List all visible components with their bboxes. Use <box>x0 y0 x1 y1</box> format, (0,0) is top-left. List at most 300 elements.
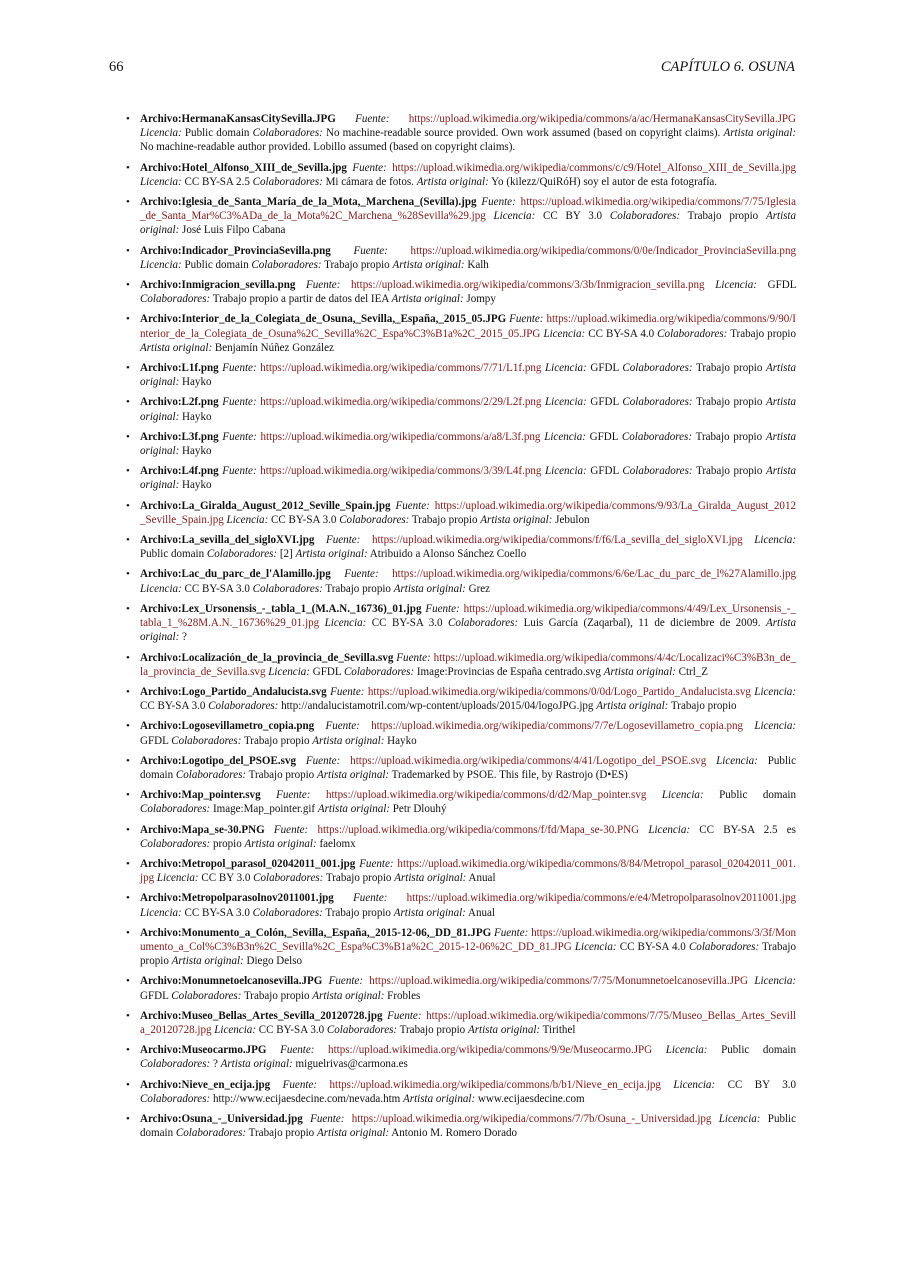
contributors-label: Colaboradores: <box>252 906 323 919</box>
file-name: Archivo:Inmigracion_sevilla.png <box>140 279 296 292</box>
artist-label: Artista original: <box>244 837 317 850</box>
list-item <box>126 499 796 527</box>
bullet-icon: • <box>126 396 130 409</box>
license-label: Licencia: <box>716 754 758 767</box>
contributors-label: Colaboradores: <box>252 175 323 188</box>
license-value: CC BY-SA 3.0 <box>271 513 337 526</box>
list-item <box>126 685 797 713</box>
source-url[interactable]: https://upload.wikimedia.org/wikipedia/commons/4/49/Lex_Ursonensis_-_tabla_1_%28M.A.N._16736%29_01.jpg <box>140 602 796 630</box>
file-name: Archivo:Museocarmo.JPG <box>140 1044 267 1057</box>
contributors-value: Trabajo propio <box>243 734 310 747</box>
contributors-label: Colaboradores: <box>622 396 693 409</box>
contributors-value: Image:Map_pointer.gif <box>212 803 316 816</box>
bullet-icon: • <box>126 857 130 870</box>
license-label: Licencia: <box>673 1078 716 1091</box>
artist-value: Grez <box>468 582 491 595</box>
source-url[interactable]: https://upload.wikimedia.org/wikipedia/commons/f/f6/La_sevilla_del_sigloXVI.jpg <box>371 534 743 547</box>
bullet-icon: • <box>126 161 130 174</box>
artist-value: Kalh <box>467 258 489 271</box>
contributors-value: Trabajo propio <box>695 430 763 443</box>
bullet-icon: • <box>126 685 130 698</box>
file-name: Archivo:Museo_Bellas_Artes_Sevilla_20120728.jpg <box>140 1009 383 1022</box>
contributors-label: Colaboradores: <box>622 465 693 478</box>
license-label: Licencia: <box>661 789 704 802</box>
bullet-icon: • <box>126 823 130 836</box>
contributors-value: Trabajo propio <box>248 768 315 781</box>
contributors-label: Colaboradores: <box>688 940 760 953</box>
contributors-label: Colaboradores: <box>208 700 279 713</box>
file-name: Archivo:Iglesia_de_Santa_María_de_la_Mota,_Marchena_(Sevilla).jpg <box>140 196 477 209</box>
source-url[interactable]: https://upload.wikimedia.org/wikipedia/commons/3/3f/Monumento_a_Col%C3%B3n%2C_Sevilla%2C_Espa%C3%B1a%2C_2015-12-06%2C_DD_81.JPG <box>140 926 796 953</box>
source-url[interactable]: https://upload.wikimedia.org/wikipedia/commons/8/84/Metropol_parasol_02042011_001.jpg <box>140 857 796 885</box>
list-item <box>126 719 797 747</box>
source-label: Fuente: <box>326 534 361 547</box>
artist-label: Artista original: <box>480 513 553 526</box>
file-name: Archivo:Nieve_en_ecija.jpg <box>140 1078 271 1091</box>
artist-value: Hayko <box>182 410 212 423</box>
source-url[interactable]: https://upload.wikimedia.org/wikipedia/commons/a/ac/HermanaKansasCitySevilla.JPG <box>408 113 796 125</box>
contributors-label: Colaboradores: <box>339 513 410 526</box>
artist-value: Jompy <box>466 293 496 306</box>
contributors-value: Trabajo propio <box>687 210 759 223</box>
bullet-icon: • <box>126 113 130 125</box>
bullet-icon: • <box>126 1009 130 1022</box>
license-value: CC BY-SA 3.0 <box>184 906 250 919</box>
file-name: Archivo:Logosevillametro_copia.png <box>140 720 315 733</box>
file-name: Archivo:L4f.png <box>140 465 219 478</box>
artist-value: Anual <box>468 872 496 885</box>
contributors-value: Trabajo propio a partir de datos del IEA <box>212 293 389 306</box>
contributors-value: Trabajo propio <box>730 327 797 340</box>
artist-value: faelomx <box>319 837 356 850</box>
artist-label: Artista original: <box>723 127 797 140</box>
license-value: CC BY-SA 3.0 <box>258 1023 325 1036</box>
source-label: Fuente: <box>425 602 460 615</box>
bullet-icon: • <box>126 465 130 478</box>
artist-value: Trabajo propio <box>670 700 737 713</box>
license-label: Licencia: <box>140 258 182 271</box>
list-item <box>126 891 796 919</box>
contributors-value: Trabajo propio <box>325 906 391 919</box>
license-label: Licencia: <box>156 872 199 885</box>
file-name: Archivo:Lac_du_parc_de_l'Alamillo.jpg <box>140 568 331 581</box>
source-url[interactable]: https://upload.wikimedia.org/wikipedia/commons/a/a8/L3f.png <box>260 430 541 443</box>
license-label: Licencia: <box>715 279 757 292</box>
list-item <box>126 1078 796 1106</box>
license-value: GFDL <box>590 396 619 409</box>
source-url[interactable]: https://upload.wikimedia.org/wikipedia/commons/7/75/Monumnetoelcanosevilla.JPG <box>369 975 749 988</box>
artist-label: Artista original: <box>403 1092 476 1105</box>
contributors-value: http://andalucistamotril.com/wp-content/uploads/2015/04/logoJPG.jpg <box>281 700 594 713</box>
file-name: Archivo:Indicador_ProvinciaSevilla.png <box>140 244 331 257</box>
list-item <box>126 395 797 423</box>
contributors-label: Colaboradores: <box>171 734 242 747</box>
file-name: Archivo:L1f.png <box>140 362 219 375</box>
list-item <box>126 567 796 595</box>
artist-label: Artista original: <box>394 872 467 885</box>
file-name: Archivo:Mapa_se-30.PNG <box>140 823 265 836</box>
contributors-value: Trabajo propio <box>695 465 763 478</box>
list-item <box>126 244 797 272</box>
contributors-value: Trabajo propio <box>399 1023 466 1036</box>
contributors-label: Colaboradores: <box>171 989 242 1002</box>
license-label: Licencia: <box>140 582 182 595</box>
bullet-icon: • <box>126 1078 130 1091</box>
file-name: Archivo:Osuna_-_Universidad.jpg <box>140 1112 303 1125</box>
artist-value: No machine-readable author provided. Lobillo assumed (based on copyright claims). <box>140 141 516 154</box>
file-name: Archivo:Hotel_Alfonso_XIII_de_Sevilla.jpg <box>140 161 347 174</box>
list-item <box>126 312 797 355</box>
contributors-label: Colaboradores: <box>343 665 415 678</box>
artist-label: Artista original: <box>140 465 797 492</box>
license-value: GFDL <box>140 734 169 747</box>
contributors-value: Image:Provincias de España centrado.svg <box>416 665 601 678</box>
artist-value: Tirithel <box>542 1023 576 1036</box>
artist-label: Artista original: <box>603 665 676 678</box>
source-url[interactable]: https://upload.wikimedia.org/wikipedia/commons/9/9e/Museocarmo.JPG <box>328 1044 653 1057</box>
license-value: Public domain <box>140 1112 797 1140</box>
license-label: Licencia: <box>754 720 797 733</box>
bullet-icon: • <box>126 754 130 767</box>
artist-value: Trademarked by PSOE. This file, by Rastrojo (D•ES) <box>391 768 628 781</box>
contributors-value: Trabajo propio <box>695 396 763 409</box>
license-value: CC BY-SA 2.5 es <box>699 823 796 836</box>
list-item <box>126 754 796 782</box>
bullet-icon: • <box>126 534 130 547</box>
artist-label: Artista original: <box>295 548 368 561</box>
source-url[interactable]: https://upload.wikimedia.org/wikipedia/commons/7/71/L1f.png <box>260 362 542 375</box>
source-url[interactable]: https://upload.wikimedia.org/wikipedia/commons/4/41/Logotipo_del_PSOE.svg <box>350 754 707 767</box>
bullet-icon: • <box>126 499 130 512</box>
list-item <box>126 430 796 458</box>
source-label: Fuente: <box>222 430 257 443</box>
artist-label: Artista original: <box>393 582 466 595</box>
license-value: GFDL <box>590 362 619 375</box>
artist-label: Artista original: <box>317 803 390 816</box>
list-item <box>126 533 796 561</box>
license-label: Licencia: <box>754 685 797 698</box>
license-label: Licencia: <box>574 940 617 953</box>
contributors-label: Colaboradores: <box>175 1127 247 1140</box>
source-label: Fuente: <box>325 720 360 733</box>
license-value: Public domain <box>184 258 249 271</box>
bullet-icon: • <box>126 720 130 733</box>
contributors-label: Colaboradores: <box>251 258 322 271</box>
source-url[interactable]: https://upload.wikimedia.org/wikipedia/commons/c/c9/Hotel_Alfonso_XIII_de_Sevilla.jpg <box>392 161 797 174</box>
license-label: Licencia: <box>545 396 587 409</box>
contributors-label: Colaboradores: <box>621 430 693 443</box>
artist-value: José Luis Filpo Cabana <box>182 224 286 237</box>
file-name: Archivo:Monumento_a_Colón,_Sevilla,_España,_2015-12-06,_DD_81.JPG <box>140 926 492 939</box>
artist-label: Artista original: <box>312 734 385 747</box>
source-url[interactable]: https://upload.wikimedia.org/wikipedia/commons/b/b1/Nieve_en_ecija.jpg <box>329 1078 661 1091</box>
license-value: Public domain <box>719 789 796 802</box>
file-name: Archivo:HermanaKansasCitySevilla.JPG <box>140 113 336 125</box>
contributors-label: Colaboradores: <box>140 1092 211 1105</box>
source-url[interactable]: https://upload.wikimedia.org/wikipedia/commons/6/6e/Lac_du_parc_de_l%27Alamillo.jpg <box>392 568 796 581</box>
bullet-icon: • <box>126 975 130 988</box>
source-label: Fuente: <box>330 685 365 698</box>
contributors-value: Trabajo propio <box>248 1127 315 1140</box>
contributors-label: Colaboradores: <box>175 768 247 781</box>
artist-value: Petr Dlouhý <box>392 803 447 816</box>
contributors-label: Colaboradores: <box>140 803 211 816</box>
artist-label: Artista original: <box>392 258 465 271</box>
contributors-label: Colaboradores: <box>326 1023 398 1036</box>
artist-label: Artista original: <box>140 430 796 458</box>
source-label: Fuente: <box>344 568 379 581</box>
source-url[interactable]: https://upload.wikimedia.org/wikipedia/commons/7/75/Iglesia_de_Santa_Mar%C3%ADa_de_la_Mota%2C_Marchena_%28Sevilla%29.jpg <box>140 196 796 223</box>
page-number: 66 <box>109 59 124 75</box>
source-url[interactable]: https://upload.wikimedia.org/wikipedia/commons/9/90/Interior_de_la_Colegiata_de_Osuna%2C_Sevilla%2C_Espa%C3%B1a%2C_2015_05.JPG <box>140 313 796 340</box>
license-value: GFDL <box>140 989 169 1002</box>
contributors-label: Colaboradores: <box>252 582 323 595</box>
source-label: Fuente: <box>305 754 341 767</box>
license-label: Licencia: <box>665 1044 708 1057</box>
artist-value: miguelrivas@carmona.es <box>295 1058 408 1071</box>
artist-value: Frobles <box>387 989 421 1002</box>
contributors-label: Colaboradores: <box>609 210 681 223</box>
bullet-icon: • <box>126 892 130 905</box>
source-label: Fuente: <box>276 789 311 802</box>
license-value: Public domain <box>140 548 205 561</box>
list-item <box>126 1043 797 1071</box>
contributors-value: Trabajo propio <box>325 872 392 885</box>
artist-value: Diego Delso <box>246 955 303 968</box>
artist-value: Atribuido a Alonso Sánchez Coello <box>369 548 527 561</box>
list-item <box>126 1009 796 1037</box>
contributors-value: Trabajo propio <box>140 940 796 968</box>
list-item <box>126 974 797 1002</box>
artist-label: Artista original: <box>220 1058 293 1071</box>
license-label: Licencia: <box>545 465 587 478</box>
list-item <box>126 161 797 189</box>
source-label: Fuente: <box>353 892 388 905</box>
bullet-icon: • <box>126 568 130 581</box>
artist-value: ? <box>182 631 187 644</box>
contributors-value: Trabajo propio <box>411 513 478 526</box>
bullet-icon: • <box>126 602 130 615</box>
artist-label: Artista original: <box>140 341 213 354</box>
contributors-value: http://www.ecijaesdecine.com/nevada.htm <box>212 1092 401 1105</box>
license-value: CC BY-SA 3.0 <box>371 617 443 630</box>
contributors-value: Trabajo propio <box>695 362 763 375</box>
license-value: CC BY-SA 4.0 <box>588 327 655 340</box>
artist-value: Hayko <box>182 445 212 458</box>
license-value: Public domain <box>721 1044 797 1057</box>
bullet-icon: • <box>126 362 130 375</box>
source-label: Fuente: <box>222 362 257 375</box>
source-label: Fuente: <box>395 499 430 512</box>
artist-label: Artista original: <box>140 617 797 644</box>
contributors-label: Colaboradores: <box>140 1058 211 1071</box>
bullet-icon: • <box>126 313 130 326</box>
list-item <box>126 926 796 969</box>
license-value: CC BY-SA 4.0 <box>619 940 686 953</box>
artist-value: Ctrl_Z <box>678 665 709 678</box>
license-value: GFDL <box>590 465 619 478</box>
file-name: Archivo:Lex_Ursonensis_-_tabla_1_(M.A.N._16736)_01.jpg <box>140 602 422 615</box>
license-value: CC BY-SA 2.5 <box>184 175 250 188</box>
license-value: CC BY 3.0 <box>727 1078 796 1091</box>
bullet-icon: • <box>126 1044 130 1057</box>
list-item <box>126 651 797 679</box>
source-label: Fuente: <box>280 1044 315 1057</box>
artist-label: Artista original: <box>416 175 489 188</box>
bullet-icon: • <box>126 430 130 443</box>
license-value: CC BY 3.0 <box>201 872 251 885</box>
file-name: Archivo:La_sevilla_del_sigloXVI.jpg <box>140 534 315 547</box>
source-label: Fuente: <box>306 279 341 292</box>
artist-label: Artista original: <box>140 210 797 237</box>
source-label: Fuente: <box>222 396 257 409</box>
image-credits-list <box>126 112 797 1146</box>
source-url[interactable]: https://upload.wikimedia.org/wikipedia/commons/3/39/L4f.png <box>260 465 542 478</box>
bullet-icon: • <box>126 651 130 664</box>
source-url[interactable]: https://upload.wikimedia.org/wikipedia/commons/e/e4/Metropolparasolnov2011001.jpg <box>406 892 796 905</box>
artist-label: Artista original: <box>140 362 797 389</box>
contributors-label: Colaboradores: <box>657 327 728 340</box>
bullet-icon: • <box>126 1112 130 1125</box>
source-label: Fuente: <box>493 926 529 939</box>
artist-label: Artista original: <box>316 768 390 781</box>
contributors-value: No machine-readable source provided. Own work assumed (based on copyright claims). <box>326 127 721 140</box>
file-name: Archivo:La_Giralda_August_2012_Seville_Spain.jpg <box>140 499 391 512</box>
artist-value: Yo (kilezz/QuiRóH) soy el autor de esta fotografía. <box>491 175 718 188</box>
contributors-label: Colaboradores: <box>252 127 323 140</box>
license-value: Public domain <box>140 754 796 781</box>
artist-value: Hayko <box>182 479 212 492</box>
license-value: CC BY 3.0 <box>543 210 603 223</box>
list-item <box>126 464 797 492</box>
list-item <box>126 823 796 851</box>
license-label: Licencia: <box>268 665 310 678</box>
list-item <box>126 112 797 155</box>
list-item <box>126 857 796 885</box>
artist-value: Hayko <box>387 734 417 747</box>
license-value: CC BY-SA 3.0 <box>184 582 250 595</box>
contributors-label: Colaboradores: <box>253 872 324 885</box>
source-url[interactable]: https://upload.wikimedia.org/wikipedia/commons/7/75/Museo_Bellas_Artes_Sevilla_20120728.jpg <box>140 1009 796 1036</box>
source-url[interactable]: https://upload.wikimedia.org/wikipedia/commons/4/4c/Localizaci%C3%B3n_de_la_provincia_de_Sevilla.svg <box>140 651 797 678</box>
list-item <box>126 1112 797 1140</box>
file-name: Archivo:Monumnetoelcanosevilla.JPG <box>140 975 323 988</box>
contributors-value: [2] <box>279 548 293 561</box>
source-url[interactable]: https://upload.wikimedia.org/wikipedia/commons/9/93/La_Giralda_August_2012_Seville_Spain.jpg <box>140 499 796 526</box>
list-item <box>126 195 797 238</box>
source-label: Fuente: <box>310 1112 345 1125</box>
contributors-value: Luis García (Zaqarbal), 11 de diciembre de 2009. <box>523 617 761 630</box>
contributors-value: Mi cámara de fotos. <box>325 175 414 188</box>
artist-label: Artista original: <box>596 700 669 713</box>
source-url[interactable]: https://upload.wikimedia.org/wikipedia/commons/2/29/L2f.png <box>260 396 542 409</box>
contributors-label: Colaboradores: <box>206 548 278 561</box>
artist-value: Antonio M. Romero Dorado <box>391 1127 518 1140</box>
source-label: Fuente: <box>328 975 364 988</box>
bullet-icon: • <box>126 789 130 802</box>
page-header <box>109 59 795 79</box>
list-item <box>126 602 797 645</box>
artist-label: Artista original: <box>316 1127 390 1140</box>
list-item <box>126 278 797 306</box>
license-label: Licencia: <box>140 127 182 140</box>
artist-value: Hayko <box>182 376 212 389</box>
file-name: Archivo:Metropol_parasol_02042011_001.jpg <box>140 857 356 870</box>
contributors-value: Trabajo propio <box>243 989 310 1002</box>
source-url[interactable]: https://upload.wikimedia.org/wikipedia/commons/3/3b/Inmigracion_sevilla.png <box>351 279 705 292</box>
license-label: Licencia: <box>718 1112 761 1125</box>
contributors-value: ? <box>212 1058 218 1071</box>
contributors-label: Colaboradores: <box>140 837 211 850</box>
artist-label: Artista original: <box>171 955 244 968</box>
artist-label: Artista original: <box>140 396 797 423</box>
source-label: Fuente: <box>353 244 388 257</box>
artist-value: Anual <box>468 906 495 919</box>
artist-label: Artista original: <box>393 906 466 919</box>
file-name: Archivo:Interior_de_la_Colegiata_de_Osuna,_Sevilla,_España,_2015_05.JPG <box>140 313 507 326</box>
license-label: Licencia: <box>493 210 536 223</box>
bullet-icon: • <box>126 244 130 257</box>
license-value: GFDL <box>589 430 619 443</box>
source-url[interactable]: https://upload.wikimedia.org/wikipedia/commons/0/0e/Indicador_ProvinciaSevilla.png <box>410 244 797 257</box>
license-label: Licencia: <box>545 362 587 375</box>
source-url[interactable]: https://upload.wikimedia.org/wikipedia/commons/0/0d/Logo_Partido_Andalucista.svg <box>367 685 751 698</box>
license-value: GFDL <box>767 279 797 292</box>
contributors-label: Colaboradores: <box>447 617 519 630</box>
file-name: Archivo:Map_pointer.svg <box>140 789 261 802</box>
contributors-value: Trabajo propio <box>325 582 391 595</box>
license-label: Licencia: <box>754 534 796 547</box>
bullet-icon: • <box>126 196 130 209</box>
source-url[interactable]: https://upload.wikimedia.org/wikipedia/commons/7/7b/Osuna_-_Universidad.jpg <box>351 1112 712 1125</box>
list-item <box>126 788 796 816</box>
license-value: Public domain <box>184 127 250 140</box>
contributors-value: propio <box>212 837 242 850</box>
source-label: Fuente: <box>396 651 431 664</box>
list-item <box>126 361 797 389</box>
license-label: Licencia: <box>214 1023 256 1036</box>
file-name: Archivo:Logo_Partido_Andalucista.svg <box>140 685 327 698</box>
chapter-title: CAPÍTULO 6. OSUNA <box>660 59 795 75</box>
source-url[interactable]: https://upload.wikimedia.org/wikipedia/commons/d/d2/Map_pointer.svg <box>325 789 647 802</box>
license-label: Licencia: <box>140 175 182 188</box>
source-url[interactable]: https://upload.wikimedia.org/wikipedia/commons/f/fd/Mapa_se-30.PNG <box>317 823 640 836</box>
contributors-label: Colaboradores: <box>140 293 211 306</box>
artist-value: Jebulon <box>555 513 590 526</box>
source-label: Fuente: <box>273 823 309 836</box>
file-name: Archivo:L2f.png <box>140 396 219 409</box>
file-name: Archivo:Metropolparasolnov2011001.jpg <box>140 892 334 905</box>
contributors-label: Colaboradores: <box>622 362 693 375</box>
file-name: Archivo:L3f.png <box>140 430 219 443</box>
file-name: Archivo:Localización_de_la_provincia_de_Sevilla.svg <box>140 651 394 664</box>
source-label: Fuente: <box>481 196 516 209</box>
source-url[interactable]: https://upload.wikimedia.org/wikipedia/commons/7/7e/Logosevillametro_copia.png <box>371 720 744 733</box>
license-label: Licencia: <box>754 975 797 988</box>
bullet-icon: • <box>126 926 130 939</box>
license-label: Licencia: <box>324 617 367 630</box>
artist-label: Artista original: <box>391 293 464 306</box>
source-label: Fuente: <box>509 313 544 326</box>
artist-value: www.ecijaesdecine.com <box>477 1092 585 1105</box>
source-label: Fuente: <box>352 161 387 174</box>
bullet-icon: • <box>126 279 130 292</box>
source-label: Fuente: <box>359 857 394 870</box>
artist-label: Artista original: <box>312 989 385 1002</box>
license-label: Licencia: <box>648 823 691 836</box>
license-label: Licencia: <box>140 906 182 919</box>
artist-value: Benjamín Núñez González <box>214 341 334 354</box>
